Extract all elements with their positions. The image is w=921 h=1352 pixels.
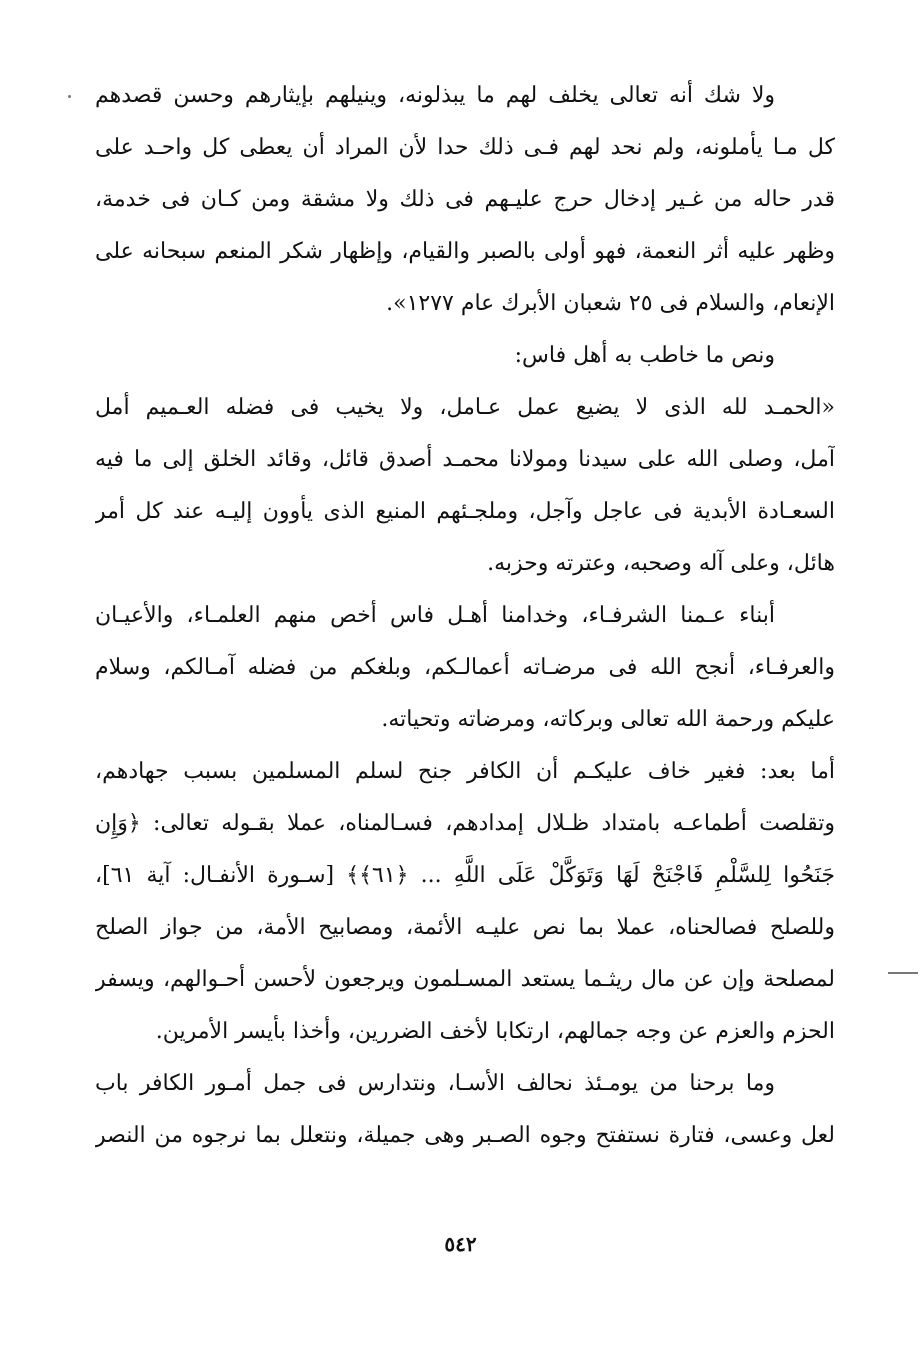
paragraph [95, 1058, 835, 1162]
text-line: الحزم والعزم عن وجه جمالهم، ارتكابا لأخف الضررين، وأخذا بأيسر الأمرين. [155, 1019, 835, 1044]
text-line: لعل وعسى، فتارة نستفتح وجوه الصـبر وهى جميلة، ونتعلل بما نرجوه من النصر [95, 1123, 835, 1148]
text-line: أبناء عـمنا الشرفـاء، وخدامنا أهـل فاس أخص منهم العلمـاء، والأعيـان [95, 603, 775, 628]
text-line: هائل، وعلى آله وصحبه، وعترته وحزبه. [487, 551, 835, 576]
paragraph [95, 590, 835, 746]
text-line: ولا شك أنه تعالى يخلف لهم ما يبذلونه، وينيلهم بإيثارهم وحسن قصدهم [95, 83, 775, 108]
text-line: السعـادة الأبدية فى عاجل وآجل، وملجـئهم المنيع الذى يأوون إليـه عند كل أمر [95, 499, 835, 524]
paragraph [95, 746, 835, 1058]
text-line: والعرفـاء، أنجح الله فى مرضـاته أعمالـكم، وبلغكم من فضله آمـالكم، وسلام [95, 655, 835, 680]
text-line: وتقلصت أطماعـه بامتداد ظـلال إمدادهم، فسـالمناه، عملا بقـوله تعالى: ﴿وَإِن [95, 811, 835, 836]
text-line: كل مـا يأملونه، ولم نحد لهم فـى ذلك حدا لأن المراد أن يعطى كل واحـد على [95, 135, 835, 160]
page-body [95, 70, 835, 1162]
text-line: جَنَحُوا لِلسَّلْمِ فَاجْنَحْ لَهَا وَتَوَكَّلْ عَلَى اللَّهِ ... ﴿٦١﴾﴾ [سـورة الأنفـال: آية ٦١]، [95, 863, 835, 888]
paragraph [95, 330, 835, 382]
text-line: وما برحنا من يومـئذ نحالف الأسـا، ونتدارس فى جمل أمـور الكافر باب [95, 1071, 775, 1096]
text-line: عليكم ورحمة الله تعالى وبركاته، ومرضاته وتحياته. [381, 707, 835, 732]
text-line: لمصلحة وإن عن مال ريثـما يستعد المسـلمون ويرجعون لأحسن أحـوالهم، ويسفر [95, 967, 835, 992]
margin-mark [68, 95, 71, 98]
text-line: ونص ما خاطب به أهل فاس: [514, 343, 775, 368]
text-line: أما بعد: فغير خاف عليكـم أن الكافر جنح لسلم المسلمين بسبب جهادهم، [95, 759, 835, 784]
text-line: آمل، وصلى الله على سيدنا ومولانا محمـد أصدق قائل، وقائد الخلق إلى ما فيه [95, 447, 835, 472]
text-line: وظهر عليه أثر النعمة، فهو أولى بالصبر والقيام، وإظهار شكر المنعم سبحانه على [95, 239, 835, 264]
paragraph [95, 70, 835, 330]
text-line: وللصلح فصالحناه، عملا بما نص عليـه الأئمة، ومصابيح الأمة، من جواز الصلح [95, 915, 835, 940]
text-line: الإنعام، والسلام فى ٢٥ شعبان الأبرك عام ١٢٧٧». [386, 291, 835, 316]
page-number: ٥٤٢ [444, 1232, 477, 1256]
text-line: «الحمـد لله الذى لا يضيع عمل عـامل، ولا يخيب فى فضله العـميم أمل [95, 395, 835, 420]
margin-mark [888, 972, 918, 974]
paragraph [95, 382, 835, 590]
text-line: قدر حاله من غـير إدخال حرج عليـهم فى ذلك ولا مشقة ومن كـان فى خدمة، [95, 187, 835, 212]
